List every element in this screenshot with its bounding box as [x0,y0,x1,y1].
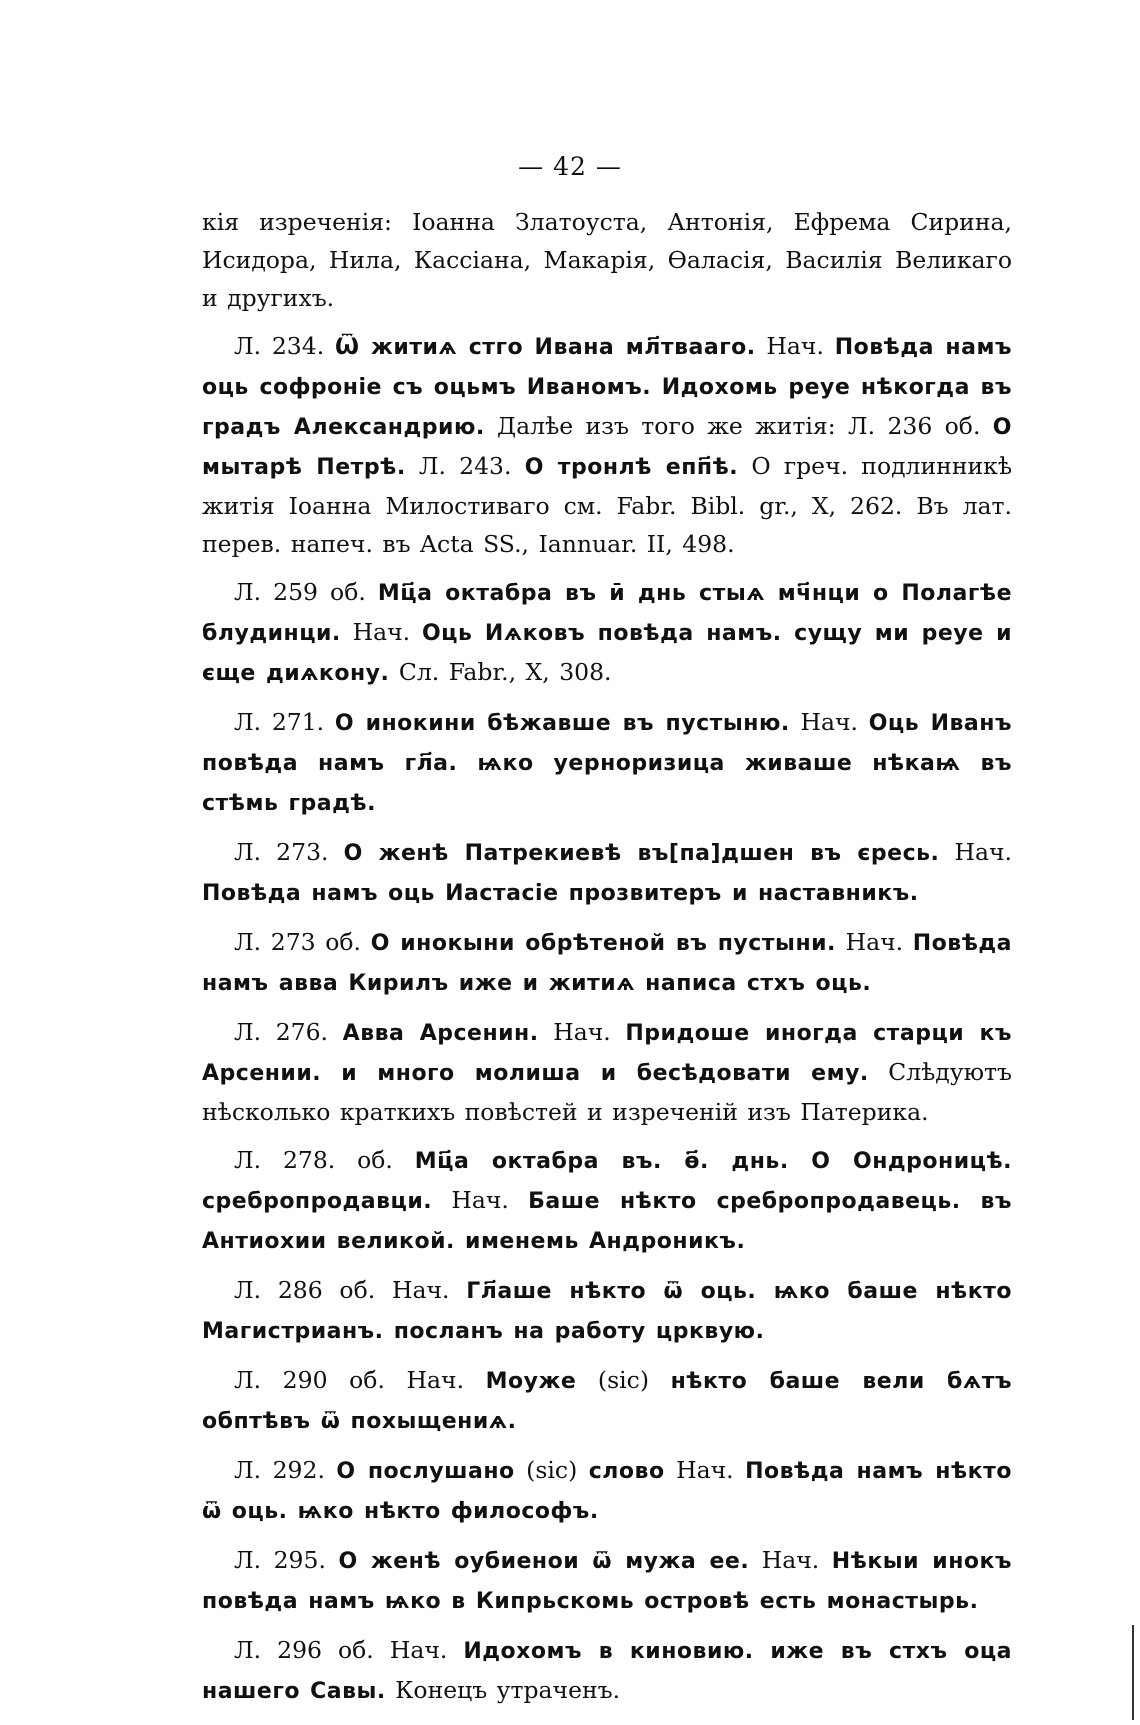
old-slavonic-text: Повѣда намъ авва Кирилъ иже и житиѧ написа стхъ оць. [202,931,1012,996]
body-text: Л. 259 об. [234,578,378,606]
body-text: Л. 276. [234,1018,343,1046]
body-text: Слѣдуютъ нѣсколько краткихъ повѣстей и изреченій изъ Патерика. [202,1058,1013,1126]
body-text: (sic) [576,1366,671,1394]
body-text: кія изреченія: Іоанна Златоуста, Антонія, Ефрема Сирина, Исидора, Нила, Кассіана, Макарія, Өаласія, Василія Великаго и другихъ. [202,208,1012,312]
paragraph [202,1141,1012,1261]
body-text: Л. 286 об. Нач. [234,1276,467,1304]
paragraph [202,1631,1012,1711]
body-text: Л. 234. [234,332,335,360]
body-text: Л. 290 об. Нач. [234,1366,486,1394]
old-slavonic-text: Нѣкыи инокъ повѣда намъ ѩко в Кипрьскомь островѣ есть монастырь. [202,1549,1012,1614]
old-slavonic-text: нѣкто баше вели бѧтъ обптѣвъ ѿ похыщениѧ. [202,1369,1012,1434]
body-text: Л. 296 об. Нач. [234,1636,464,1664]
old-slavonic-text: Придоше иногда старци къ Арсении. и много молиша и бесѣдовати ему. [202,1021,1012,1086]
body-text: Л. 271. [234,708,335,736]
paragraph [202,833,1012,913]
old-slavonic-text: О мытарѣ Петрѣ. [202,415,1012,480]
body-text: Л. 295. [234,1546,339,1574]
page-number: — 42 — [518,152,622,181]
old-slavonic-text: О женѣ оубиенои ѿ мужа ее. [338,1549,750,1574]
old-slavonic-text: Ѿ житиѧ стго Ивана мл҃твааго. [334,335,756,360]
body-text: Нач. [538,1018,626,1046]
paragraph [202,1361,1012,1441]
old-slavonic-text: О тронлѣ епп҃ѣ. [524,455,739,480]
body-text: Нач. [340,618,422,646]
body-text: Нач. [939,838,1013,866]
old-slavonic-text: О инокыни обрѣтеной въ пустыни. [370,931,836,956]
old-slavonic-text: Оць Иванъ повѣда намъ гл҃а. ѩко уерноризица живаше нѣкаѩ въ стѣмь градѣ. [202,711,1012,816]
body-text: Л. 273 об. [234,928,371,956]
paragraph [202,1271,1012,1351]
old-slavonic-text: Гл҃аше нѣкто ѿ оць. ѩко баше нѣкто Магистрианъ. посланъ на работу црквую. [202,1279,1012,1344]
old-slavonic-text: О послушано [336,1459,515,1484]
paragraph [202,327,1012,563]
paragraph [202,1541,1012,1621]
body-text: Л. 273. [234,838,344,866]
body-text: Нач. [432,1186,529,1214]
paragraph [202,1451,1012,1531]
old-slavonic-text: Повѣда намъ нѣкто ѿ оць. ѩко нѣкто философъ. [202,1459,1012,1524]
old-slavonic-text: О инокини бѣжавше въ пустыню. [334,711,790,736]
old-slavonic-text: Повѣда намъ оць софронiе съ оцьмъ Иваномъ. Идохомь реуе нѣкогда въ градъ Александрию. [202,335,1012,440]
body-text: Нач. [749,1546,832,1574]
paragraph [202,1013,1012,1131]
paragraph [202,923,1012,1003]
body-text: Нач. [789,708,869,736]
body-text: Л. 243. [405,452,525,480]
body-text: Нач. [755,332,835,360]
paragraph [202,703,1012,823]
paragraph [202,573,1012,693]
margin-scan-line [1132,1625,1134,1720]
old-slavonic-text: Баше нѣкто сребропродавець. въ Антиохии великой. именемь Андроникъ. [202,1189,1013,1254]
body-text: Л. 292. [234,1456,337,1484]
body-text: Далѣе изъ того же житія: Л. 236 об. [484,412,993,440]
old-slavonic-text: Мц҃а октабра въ. ѳ҃. днь. О Ондроницѣ. сребропродавци. [202,1149,1012,1214]
old-slavonic-text: Оць Иѧковъ повѣда намъ. сущу ми реуе и єще диѧкону. [202,621,1013,686]
body-text: О греч. подлинникѣ житія Іоанна Милостиваго см. Fabr. Bibl. gr., X, 262. Въ лат. перев. напеч. въ Acta SS., Iannuar. II, 498. [202,452,1012,558]
old-slavonic-text: Моуже [485,1369,577,1394]
old-slavonic-text: Мц҃а октабра въ ӣ днь стыѧ мч҃нци о Полагѣе блудинци. [202,581,1012,646]
old-slavonic-text: слово [588,1459,665,1484]
document-body [202,203,1012,1721]
body-text: (sic) [514,1456,589,1484]
old-slavonic-text: О женѣ Патрекиевѣ въ[па]дшен въ єресь. [343,841,940,866]
body-text: Нач. [835,928,913,956]
paragraph [202,203,1012,317]
old-slavonic-text: Авва Арсенин. [342,1021,539,1046]
body-text: Нач. [664,1456,746,1484]
body-text: Л. 278. об. [234,1146,415,1174]
old-slavonic-text: Идохомъ в киновию. иже въ стхъ оца нашего Савы. [202,1639,1012,1704]
old-slavonic-text: Повѣда намъ оць Иастасiе прозвитеръ и наставникъ. [202,881,919,906]
body-text: Конецъ утраченъ. [385,1676,621,1704]
body-text: Сл. Fabr., X, 308. [389,658,612,686]
